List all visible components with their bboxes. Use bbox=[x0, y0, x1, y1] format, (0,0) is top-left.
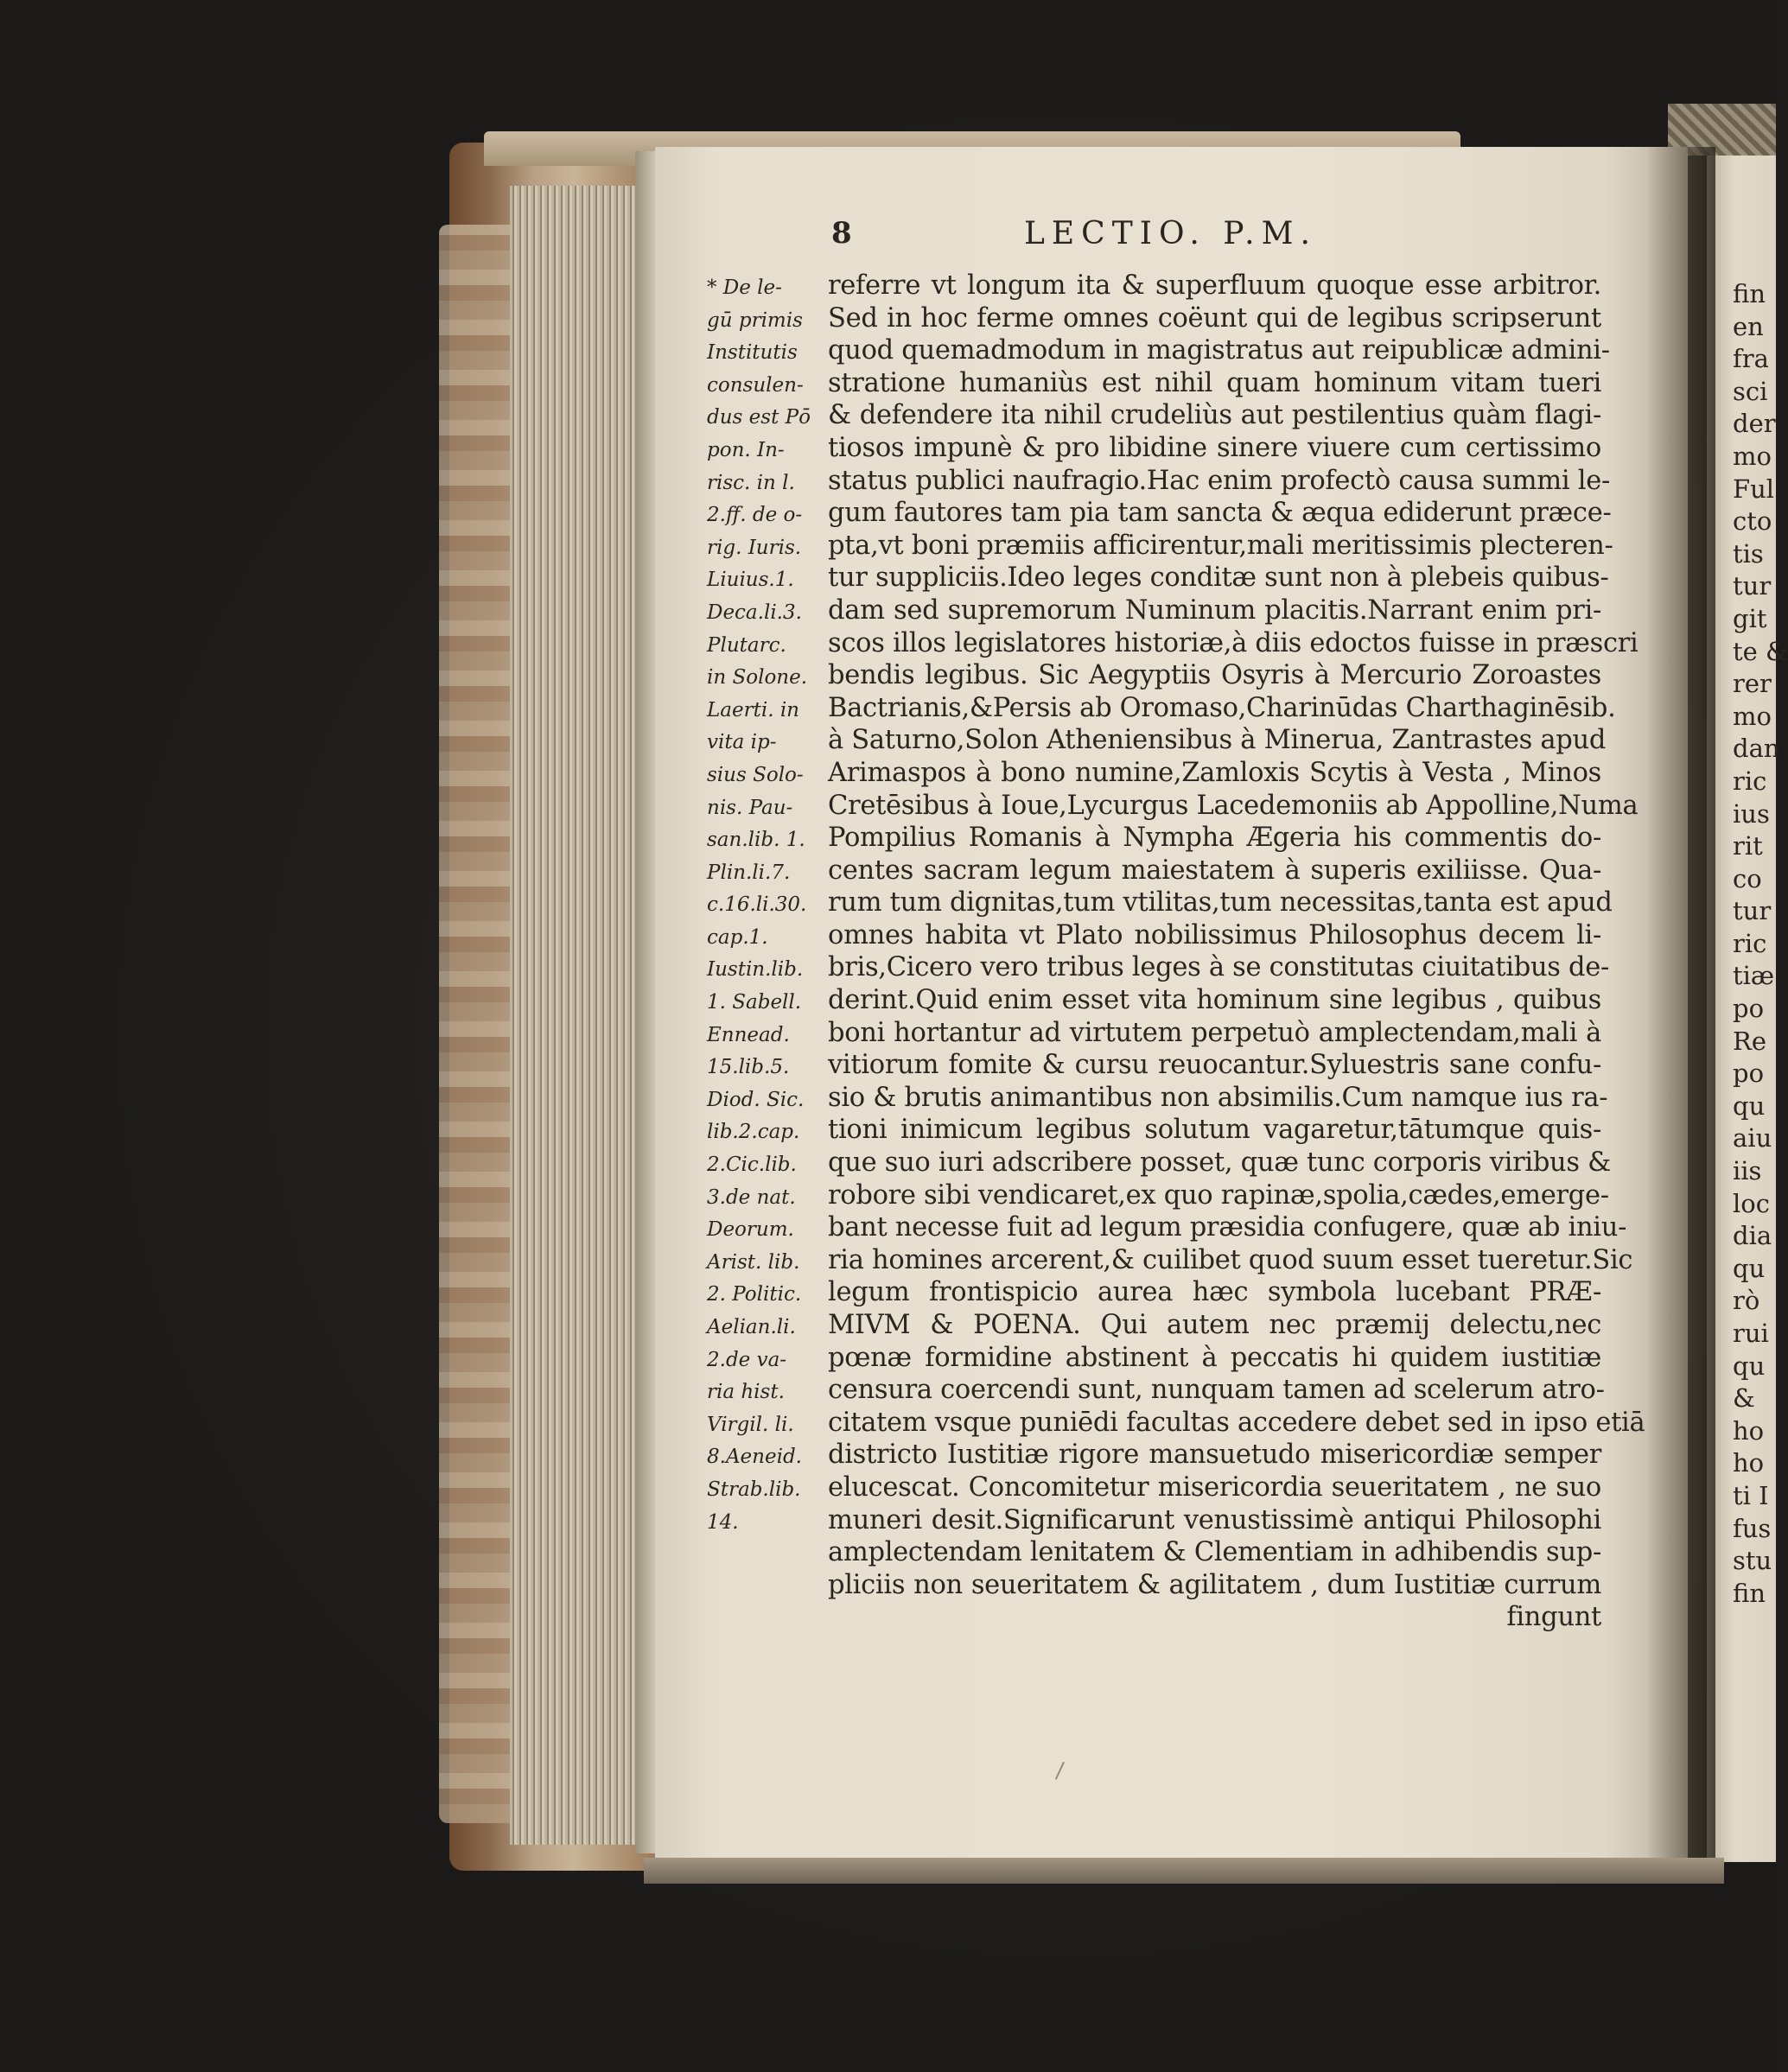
margin-note: Arist. lib. bbox=[707, 1250, 800, 1274]
margin-note: c.16.li.30. bbox=[707, 893, 807, 917]
margin-note: cap.1. bbox=[707, 925, 768, 949]
margin-note: gū primis bbox=[707, 308, 803, 332]
margin-note: 14. bbox=[707, 1510, 739, 1534]
right-fragment: & bbox=[1733, 1383, 1755, 1414]
right-fragment: mo bbox=[1733, 441, 1772, 471]
right-fragment: tis bbox=[1733, 538, 1764, 569]
right-fragment: iis bbox=[1733, 1156, 1762, 1186]
text-line: pœnæ formidine abstinent à peccatis hi quidem iustitiæ bbox=[828, 1342, 1601, 1373]
page-number: 8 bbox=[831, 216, 852, 251]
marginal-notes bbox=[707, 272, 835, 1539]
text-line: quod quemadmodum in magistratus aut reipublicæ admini- bbox=[828, 335, 1610, 366]
text-line: vitiorum fomite & cursu reuocantur.Syluestris sane confu- bbox=[828, 1050, 1601, 1081]
text-line: dam sed supremorum Numinum placitis.Narrant enim pri- bbox=[828, 594, 1601, 626]
right-fragment: te & bbox=[1733, 636, 1788, 666]
text-line: à Saturno,Solon Atheniensibus à Minerua, Zantrastes apud bbox=[828, 725, 1607, 756]
right-fragment: ti I bbox=[1733, 1480, 1769, 1510]
margin-note: 15.lib.5. bbox=[707, 1056, 790, 1079]
margin-note: 2. Politic. bbox=[707, 1283, 802, 1306]
margin-note: 1. Sabell. bbox=[707, 991, 802, 1014]
right-fragment: der bbox=[1733, 409, 1776, 439]
text-line: Bactrianis,&Persis ab Oromaso,Charinūdas Charthaginēsib. bbox=[828, 692, 1616, 723]
right-page-text-fragments bbox=[1733, 278, 1788, 1610]
right-fragment: fus bbox=[1733, 1513, 1772, 1543]
text-line: Pompilius Romanis à Nympha Ægeria his commentis do- bbox=[828, 823, 1601, 854]
right-fragment: ho bbox=[1733, 1415, 1765, 1446]
text-line: tiosos impunè & pro libidine sinere viuere cum certissimo bbox=[828, 432, 1601, 463]
text-line: pliciis non seueritatem & agilitatem , dum Iustitiæ currum bbox=[828, 1569, 1601, 1600]
text-line: Arimaspos à bono numine,Zamloxis Scytis à Vesta , Minos bbox=[828, 757, 1601, 788]
text-line: citatem vsque puniēdi facultas accedere debet sed in ipso etiā bbox=[828, 1407, 1645, 1438]
text-line: bris,Cicero vero tribus leges à se constitutas ciuitatibus de- bbox=[828, 952, 1610, 983]
margin-note: san.lib. 1. bbox=[707, 829, 805, 852]
text-line: amplectendam lenitatem & Clementiam in adhibendis sup- bbox=[828, 1537, 1601, 1568]
margin-note: rig. Iuris. bbox=[707, 536, 802, 559]
text-line: MIVM & POENA. Qui autem nec præmij delectu,nec bbox=[828, 1310, 1601, 1340]
right-fragment: Re bbox=[1733, 1026, 1766, 1056]
text-line: Sed in hoc ferme omnes coëunt qui de legibus scripserunt bbox=[828, 302, 1601, 334]
right-fragment: en bbox=[1733, 311, 1764, 341]
right-fragment: loc bbox=[1733, 1188, 1770, 1218]
right-fragment: stu bbox=[1733, 1546, 1772, 1576]
right-fragment: co bbox=[1733, 863, 1762, 893]
text-line: stratione humaniùs est nihil quam hominum vitam tueri bbox=[828, 367, 1601, 398]
margin-note: Liuius.1. bbox=[707, 569, 794, 592]
right-fragment: po bbox=[1733, 1058, 1765, 1089]
text-line: boni hortantur ad virtutem perpetuò amplectendam,mali à bbox=[828, 1017, 1601, 1048]
text-line: legum frontispicio aurea hæc symbola lucebant PRÆ- bbox=[828, 1277, 1601, 1308]
running-head: LECTIO. P.M. bbox=[1024, 216, 1317, 251]
right-fragment: aiu bbox=[1733, 1123, 1772, 1154]
text-line: que suo iuri adscribere posset, quæ tunc corporis viribus & bbox=[828, 1147, 1611, 1179]
margin-note: lib.2.cap. bbox=[707, 1121, 800, 1144]
margin-note: pon. In- bbox=[707, 438, 785, 461]
text-line: rum tum dignitas,tum vtilitas,tum necessitas,tanta est apud bbox=[828, 887, 1613, 918]
right-fragment: tur bbox=[1733, 571, 1772, 601]
margin-note: Virgil. li. bbox=[707, 1413, 794, 1436]
right-fragment: ric bbox=[1733, 766, 1767, 796]
right-fragment: qu bbox=[1733, 1090, 1766, 1121]
gutter-shadow bbox=[1646, 147, 1715, 1875]
main-text-column bbox=[828, 270, 1645, 1634]
right-fragment: ho bbox=[1733, 1448, 1765, 1478]
text-line: tur suppliciis.Ideo leges conditæ sunt non à plebeis quibus- bbox=[828, 562, 1609, 594]
text-line: pta,vt boni præmiis afficirentur,mali meritissimis plecteren- bbox=[828, 530, 1613, 561]
page-block-edge bbox=[510, 186, 639, 1845]
text-line: sio & brutis animantibus non absimilis.Cum namque ius ra- bbox=[828, 1082, 1608, 1113]
text-line: referre vt longum ita & superfluum quoque esse arbitror. bbox=[828, 270, 1601, 301]
margin-note: Plin.li.7. bbox=[707, 861, 791, 884]
margin-note: in Solone. bbox=[707, 666, 808, 690]
margin-note: vita ip- bbox=[707, 731, 777, 754]
right-fragment: qu bbox=[1733, 1253, 1766, 1283]
margin-note: ria hist. bbox=[707, 1381, 785, 1404]
margin-note: Ennead. bbox=[707, 1023, 790, 1046]
right-fragment: ius bbox=[1733, 798, 1770, 829]
text-line: gum fautores tam pia tam sancta & æqua ediderunt præce- bbox=[828, 498, 1612, 529]
text-line: censura coercendi sunt, nunquam tamen ad scelerum atro- bbox=[828, 1375, 1605, 1406]
margin-note: Strab.lib. bbox=[707, 1478, 801, 1501]
margin-note: consulen- bbox=[707, 373, 804, 397]
right-fragment: rit bbox=[1733, 831, 1763, 861]
text-line: scos illos legislatores historiæ,à diis edoctos fuisse in præscri bbox=[828, 627, 1638, 658]
margin-note: 2.Cic.lib. bbox=[707, 1154, 797, 1177]
margin-note: * De le- bbox=[707, 276, 782, 299]
margin-note: nis. Pau- bbox=[707, 796, 793, 819]
margin-note: risc. in l. bbox=[707, 471, 795, 494]
right-fragment: qu bbox=[1733, 1351, 1766, 1381]
margin-note: Diod. Sic. bbox=[707, 1088, 805, 1111]
right-fragment: rò bbox=[1733, 1286, 1760, 1316]
text-line: Cretēsibus à Ioue,Lycurgus Lacedemoniis ab Appolline,Numa bbox=[828, 790, 1638, 821]
text-line: centes sacram legum maiestatem à superis exiliisse. Qua- bbox=[828, 855, 1601, 886]
text-line: districto Iustitiæ rigore mansuetudo misericordiæ semper bbox=[828, 1440, 1601, 1471]
margin-note: 2.ff. de o- bbox=[707, 504, 803, 527]
right-fragment: fra bbox=[1733, 344, 1769, 374]
right-fragment: tiæ bbox=[1733, 961, 1775, 991]
text-line: elucescat. Concomitetur misericordia seueritatem , ne suo bbox=[828, 1471, 1601, 1503]
text-line: robore sibi vendicaret,ex quo rapinæ,spolia,cædes,emerge- bbox=[828, 1179, 1609, 1211]
margin-note: dus est Pō bbox=[707, 406, 811, 429]
right-fragment: rer bbox=[1733, 669, 1772, 699]
right-fragment: po bbox=[1733, 994, 1765, 1024]
margin-note: Deorum. bbox=[707, 1218, 794, 1242]
text-line: bendis legibus. Sic Aegyptiis Osyris à Mercurio Zoroastes bbox=[828, 660, 1601, 691]
margin-note: Aelian.li. bbox=[707, 1316, 796, 1338]
page-bottom-edge bbox=[644, 1858, 1724, 1884]
right-fragment: dan bbox=[1733, 734, 1780, 764]
text-line: ria homines arcerent,& cuilibet quod suum esset tueretur.Sic bbox=[828, 1244, 1633, 1275]
right-fragment: tur bbox=[1733, 896, 1772, 926]
text-line: muneri desit.Significarunt venustissimè antiqui Philosophi bbox=[828, 1504, 1601, 1535]
margin-note: Institutis bbox=[707, 341, 798, 365]
text-line: bant necesse fuit ad legum præsidia confugere, quæ ab iniu- bbox=[828, 1212, 1627, 1243]
right-fragment: git bbox=[1733, 603, 1767, 633]
text-line: omnes habita vt Plato nobilissimus Philosophus decem li- bbox=[828, 919, 1601, 950]
right-fragment: dia bbox=[1733, 1221, 1772, 1251]
right-fragment: cto bbox=[1733, 506, 1772, 537]
catchword: fingunt bbox=[1506, 1602, 1601, 1633]
margin-note: sius Solo- bbox=[707, 763, 804, 786]
right-fragment: mo bbox=[1733, 701, 1772, 731]
margin-note: 8.Aeneid. bbox=[707, 1446, 802, 1469]
right-fragment: fin bbox=[1733, 279, 1766, 308]
right-fragment: ric bbox=[1733, 928, 1767, 958]
text-line: status publici naufragio.Hac enim profectò causa summi le- bbox=[828, 465, 1610, 496]
margin-note: Plutarc. bbox=[707, 633, 786, 657]
margin-note: 2.de va- bbox=[707, 1348, 787, 1371]
margin-note: 3.de nat. bbox=[707, 1185, 796, 1209]
right-fragment: Ful bbox=[1733, 474, 1775, 504]
margin-note: Laerti. in bbox=[707, 698, 799, 721]
right-fragment: rui bbox=[1733, 1319, 1769, 1348]
right-fragment: sci bbox=[1733, 376, 1768, 406]
text-line: & defendere ita nihil crudeliùs aut pestilentius quàm flagi- bbox=[828, 400, 1601, 431]
text-line: tioni inimicum legibus solutum vagaretur,tātumque quis- bbox=[828, 1115, 1601, 1146]
text-line: derint.Quid enim esset vita hominum sine legibus , quibus bbox=[828, 985, 1601, 1016]
margin-note: Iustin.lib. bbox=[707, 958, 804, 982]
margin-note: Deca.li.3. bbox=[707, 601, 802, 624]
right-fragment: fin bbox=[1733, 1578, 1766, 1608]
